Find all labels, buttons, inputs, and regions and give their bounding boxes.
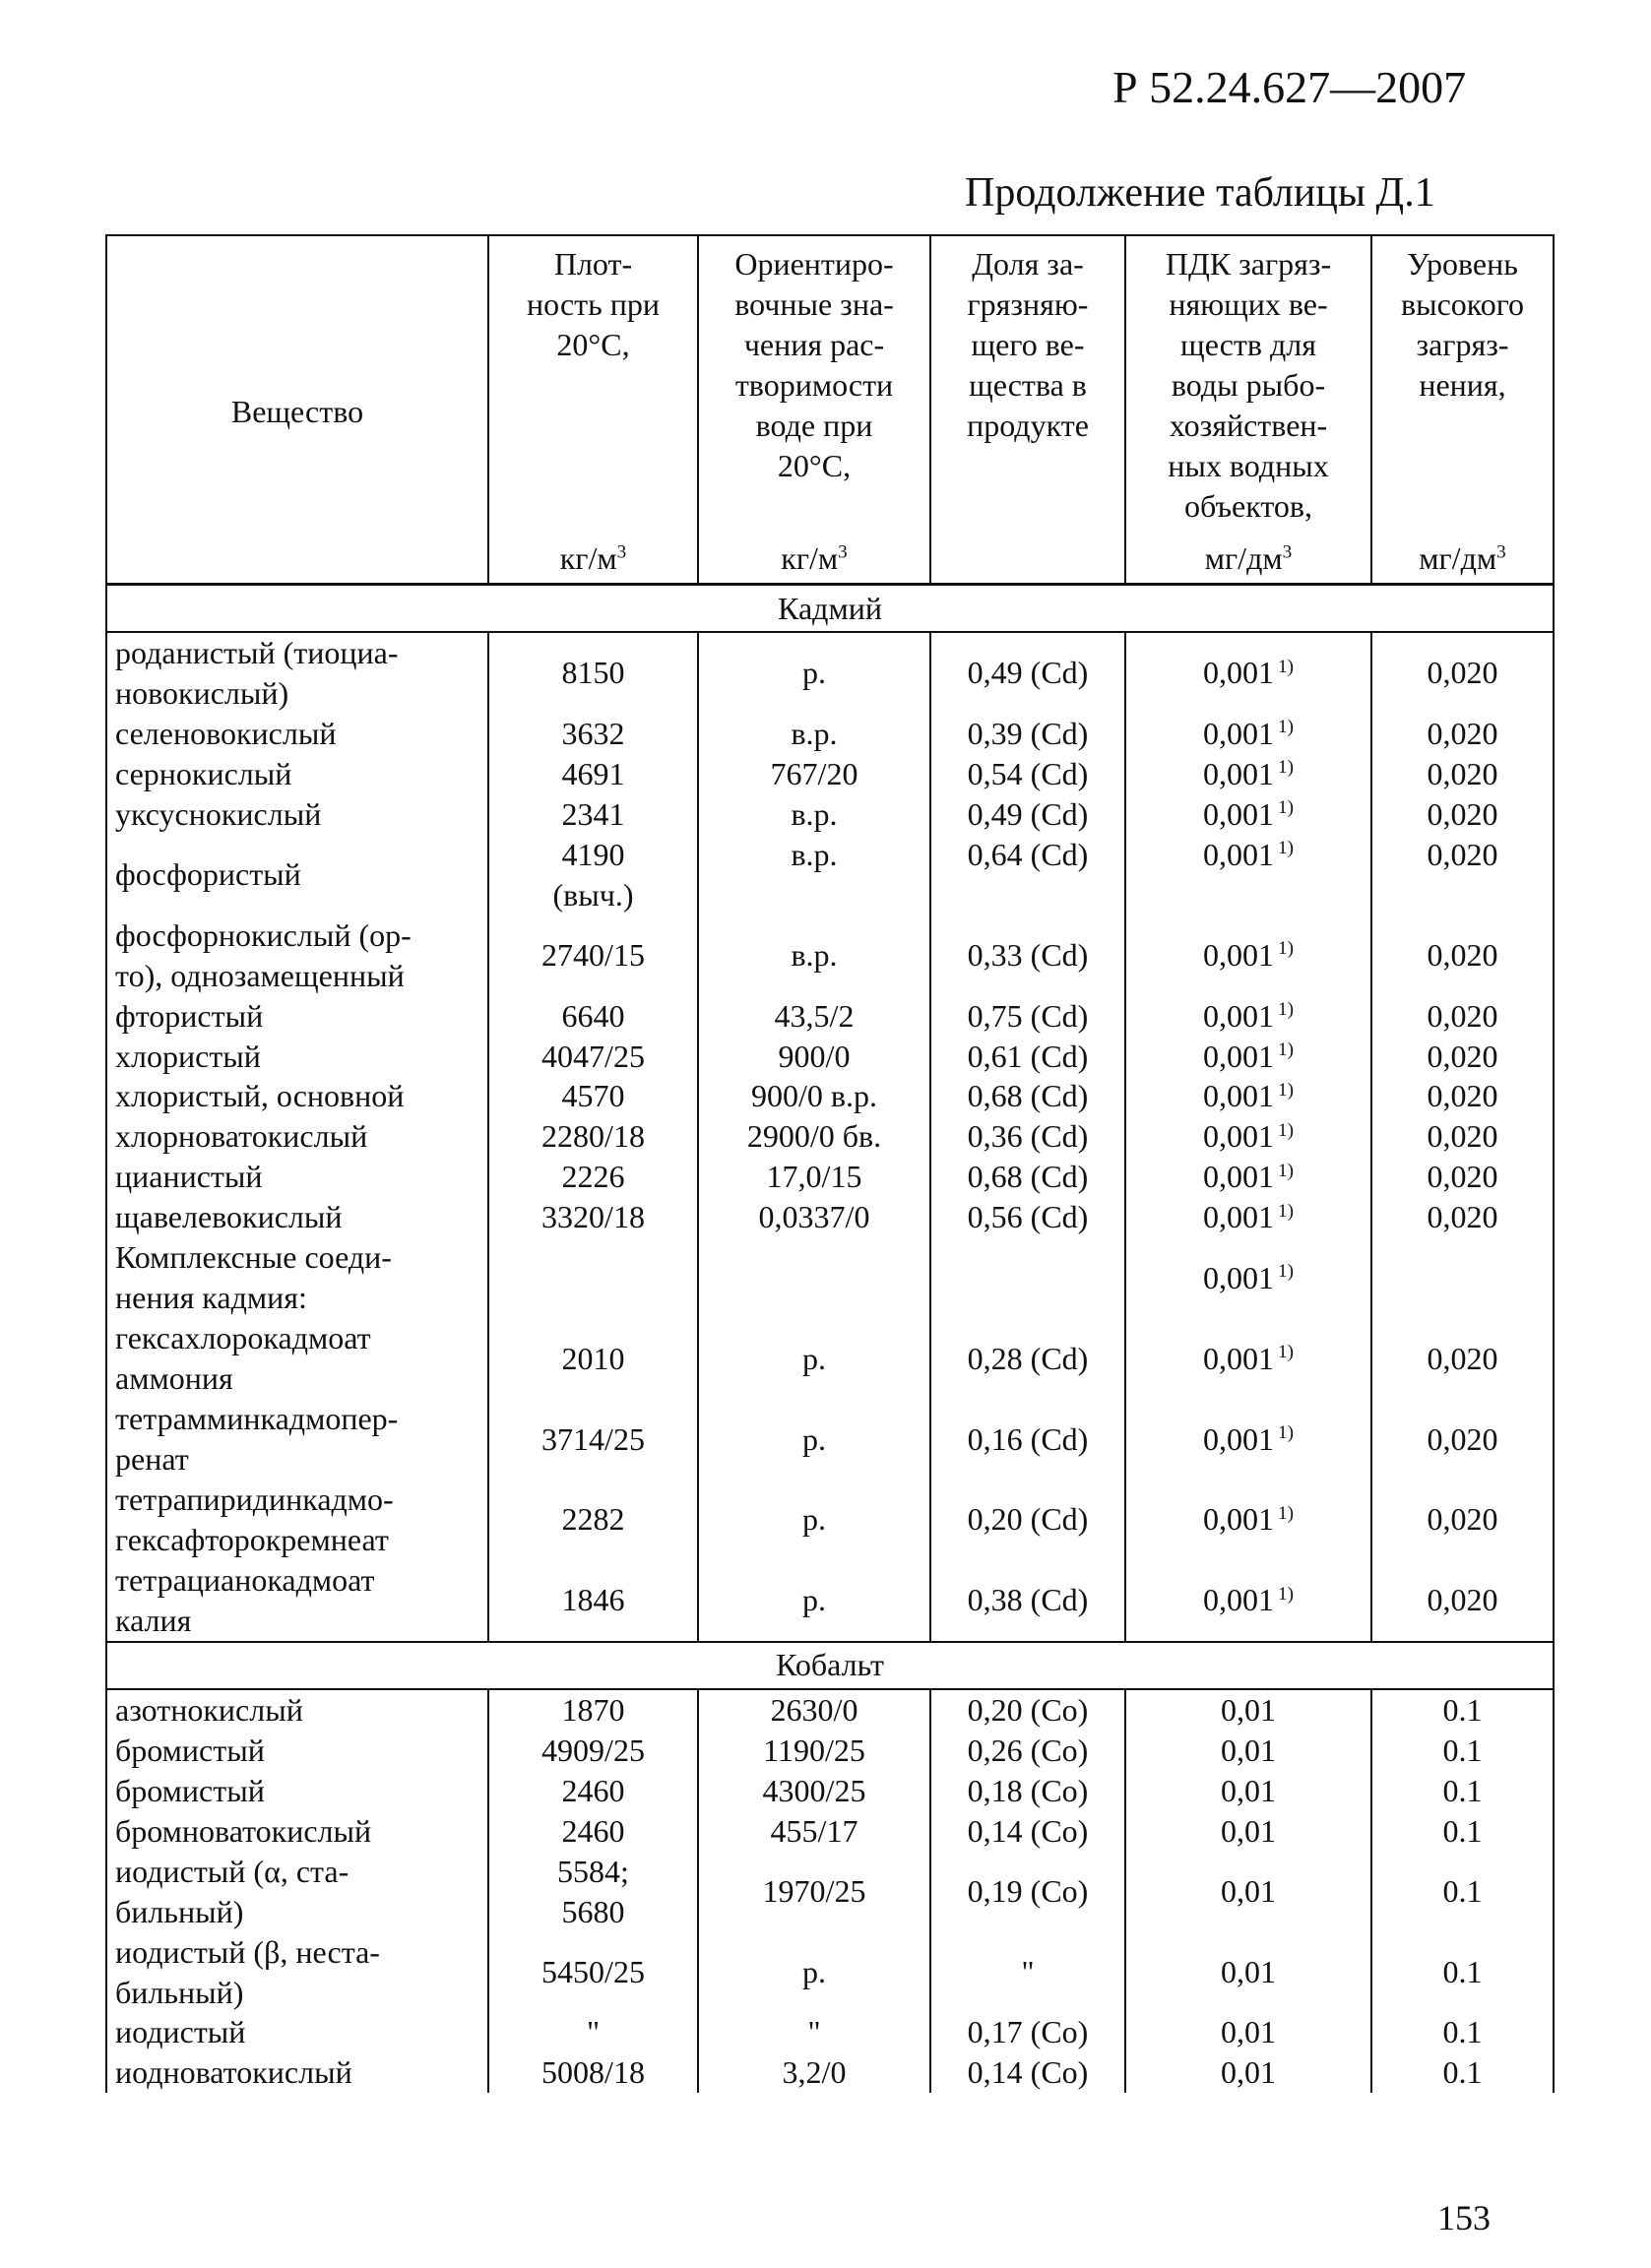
pdk-value — [1125, 1689, 1371, 1731]
density-value: " — [488, 2012, 698, 2052]
density-value: 1870 — [488, 1689, 698, 1731]
share-value: 0,64 (Cd) — [930, 835, 1125, 915]
pdk-number: 0,01 — [1221, 1954, 1276, 1990]
solubility-value: 1970/25 — [698, 1852, 930, 1932]
group-header-row — [106, 585, 1554, 633]
pollution-level-value: 0,020 — [1371, 835, 1554, 915]
pdk-number: 0,001 — [1203, 1199, 1274, 1235]
solubility-value — [698, 1237, 930, 1318]
table-row — [106, 1318, 1554, 1399]
solubility-value: 1190/25 — [698, 1731, 930, 1771]
page-number: 153 — [1437, 2198, 1491, 2237]
header-row — [106, 235, 1554, 585]
column-header — [698, 235, 930, 585]
solubility-value: 4300/25 — [698, 1771, 930, 1811]
share-value: 0,54 (Cd) — [930, 754, 1125, 794]
pdk-value — [1125, 835, 1371, 915]
pollution-level-value: 0.1 — [1371, 1731, 1554, 1771]
solubility-value: 767/20 — [698, 754, 930, 794]
pollution-level-value: 0,020 — [1371, 1116, 1554, 1157]
footnote-mark: 1) — [1278, 938, 1294, 960]
share-value: 0,36 (Cd) — [930, 1116, 1125, 1157]
pdk-value — [1125, 1318, 1371, 1399]
column-header-label: Ориентиро- вочные зна- чения рас- творимости воде при 20°С, — [734, 246, 894, 483]
table-row — [106, 1076, 1554, 1116]
density-value — [488, 1237, 698, 1318]
pdk-value — [1125, 1116, 1371, 1157]
pollution-level-value: 0.1 — [1371, 2012, 1554, 2052]
density-value: 3632 — [488, 714, 698, 754]
substance-name: азотнокислый — [106, 1689, 488, 1731]
pdk-number: 0,001 — [1203, 1340, 1274, 1376]
column-header — [1371, 235, 1554, 585]
table-row — [106, 2012, 1554, 2052]
substance-name: сернокислый — [106, 754, 488, 794]
pdk-value — [1125, 1076, 1371, 1116]
table-row — [106, 754, 1554, 794]
pdk-number: 0,001 — [1203, 1420, 1274, 1457]
solubility-value: р. — [698, 1318, 930, 1399]
pollution-level-value: 0,020 — [1371, 794, 1554, 835]
column-header-label: Плот- ность при 20°С, — [527, 246, 660, 362]
solubility-value: " — [698, 2012, 930, 2052]
solubility-value: р. — [698, 632, 930, 714]
density-value: 3320/18 — [488, 1197, 698, 1237]
pdk-number: 0,001 — [1203, 715, 1274, 751]
pdk-value — [1125, 794, 1371, 835]
solubility-value: 2630/0 — [698, 1689, 930, 1731]
table-row — [106, 1811, 1554, 1852]
share-value — [930, 1237, 1125, 1318]
table-row — [106, 1157, 1554, 1197]
substance-name: щавелевокислый — [106, 1197, 488, 1237]
substance-name: гексахлорокадмоат аммония — [106, 1318, 488, 1399]
column-header-unit: $кг/м^3$ — [781, 540, 848, 577]
density-value: 2460 — [488, 1811, 698, 1852]
table-row — [106, 714, 1554, 754]
solubility-value: р. — [698, 1932, 930, 2013]
pdk-number: 0,001 — [1203, 1259, 1274, 1295]
group-title: Кобальт — [106, 1642, 1554, 1689]
density-value: 4570 — [488, 1076, 698, 1116]
table-body — [106, 585, 1554, 2094]
share-value: 0,26 (Co) — [930, 1731, 1125, 1771]
pdk-number: 0,001 — [1203, 1582, 1274, 1618]
pdk-number: 0,001 — [1203, 1118, 1274, 1155]
footnote-mark: 1) — [1278, 1583, 1294, 1605]
footnote-mark: 1) — [1278, 1342, 1294, 1363]
pollution-level-value: 0,020 — [1371, 1076, 1554, 1116]
density-value: 4691 — [488, 754, 698, 794]
density-value: 6640 — [488, 996, 698, 1037]
pollution-level-value: 0,020 — [1371, 1318, 1554, 1399]
footnote-mark: 1) — [1278, 1261, 1294, 1283]
share-value: 0,49 (Cd) — [930, 632, 1125, 714]
share-value: 0,19 (Co) — [930, 1852, 1125, 1932]
column-header — [1125, 235, 1371, 585]
pdk-number: 0,01 — [1221, 2054, 1276, 2091]
column-header — [106, 235, 488, 585]
substance-name: тетрапиридинкадмо- гексафторокремнеат — [106, 1480, 488, 1560]
substance-name: фтористый — [106, 996, 488, 1037]
pollution-level-value: 0,020 — [1371, 1037, 1554, 1077]
pollution-level-value: 0,020 — [1371, 1560, 1554, 1642]
density-value: 8150 — [488, 632, 698, 714]
solubility-value: р. — [698, 1560, 930, 1642]
density-value: 5584; 5680 — [488, 1852, 698, 1932]
solubility-value: р. — [698, 1480, 930, 1560]
solubility-value: 900/0 — [698, 1037, 930, 1077]
substance-name: хлористый, основной — [106, 1076, 488, 1116]
pdk-value — [1125, 2052, 1371, 2093]
pdk-number: 0,01 — [1221, 2014, 1276, 2050]
footnote-mark: 1) — [1278, 1079, 1294, 1101]
density-value: 2282 — [488, 1480, 698, 1560]
pollution-level-value: 0.1 — [1371, 1771, 1554, 1811]
table-row — [106, 1689, 1554, 1731]
density-value: 3714/25 — [488, 1399, 698, 1480]
solubility-value: 17,0/15 — [698, 1157, 930, 1197]
unit-exponent: 3 — [1282, 541, 1293, 563]
pdk-value — [1125, 1157, 1371, 1197]
table-row — [106, 1560, 1554, 1642]
pollution-level-value: 0,020 — [1371, 996, 1554, 1037]
footnote-mark: 1) — [1278, 1119, 1294, 1141]
share-value: 0,75 (Cd) — [930, 996, 1125, 1037]
table-row — [106, 632, 1554, 714]
unit-exponent: 3 — [1496, 541, 1506, 563]
footnote-mark: 1) — [1278, 1200, 1294, 1222]
substance-name: бромистый — [106, 1731, 488, 1771]
share-value: 0,61 (Cd) — [930, 1037, 1125, 1077]
solubility-value: в.р. — [698, 794, 930, 835]
footnote-mark: 1) — [1278, 1502, 1294, 1524]
pdk-value — [1125, 1037, 1371, 1077]
substance-name: бромистый — [106, 1771, 488, 1811]
substance-name: цианистый — [106, 1157, 488, 1197]
pdk-value — [1125, 1811, 1371, 1852]
density-value: 4190 (выч.) — [488, 835, 698, 915]
density-value: 4909/25 — [488, 1731, 698, 1771]
substance-table — [105, 234, 1555, 2093]
pdk-value — [1125, 1480, 1371, 1560]
solubility-value: в.р. — [698, 915, 930, 996]
table-row — [106, 1399, 1554, 1480]
footnote-mark: 1) — [1278, 717, 1294, 738]
footnote-mark: 1) — [1278, 757, 1294, 779]
pdk-number: 0,01 — [1221, 1873, 1276, 1910]
unit-exponent: 3 — [616, 541, 627, 563]
table-row — [106, 1116, 1554, 1157]
density-value: 5450/25 — [488, 1932, 698, 2013]
group-header-row — [106, 1642, 1554, 1689]
substance-name: иодистый — [106, 2012, 488, 2052]
table-row — [106, 1731, 1554, 1771]
table-row — [106, 1480, 1554, 1560]
substance-name: иодистый (α, ста- бильный) — [106, 1852, 488, 1932]
pollution-level-value: 0.1 — [1371, 1689, 1554, 1731]
pdk-number: 0,01 — [1221, 1812, 1276, 1849]
substance-name: Комплексные соеди- нения кадмия: — [106, 1237, 488, 1318]
pdk-number: 0,001 — [1203, 795, 1274, 832]
table-row — [106, 1237, 1554, 1318]
share-value: 0,28 (Cd) — [930, 1318, 1125, 1399]
pdk-number: 0,01 — [1221, 1691, 1276, 1728]
solubility-value: 455/17 — [698, 1811, 930, 1852]
density-value: 2280/18 — [488, 1116, 698, 1157]
document-code: Р 52.24.627—2007 — [1112, 62, 1467, 112]
table-row — [106, 915, 1554, 996]
footnote-mark: 1) — [1278, 998, 1294, 1020]
pdk-value — [1125, 714, 1371, 754]
substance-name: бромноватокислый — [106, 1811, 488, 1852]
pdk-value — [1125, 915, 1371, 996]
column-header-label: Уровень высокого загряз- нения, — [1400, 246, 1525, 403]
share-value: 0,14 (Co) — [930, 1811, 1125, 1852]
pdk-number: 0,001 — [1203, 655, 1274, 691]
density-value: 2740/15 — [488, 915, 698, 996]
substance-name: тетрацианокадмоат калия — [106, 1560, 488, 1642]
table-row — [106, 1197, 1554, 1237]
solubility-value: 0,0337/0 — [698, 1197, 930, 1237]
substance-name: роданистый (тиоциа- новокислый) — [106, 632, 488, 714]
solubility-value: в.р. — [698, 835, 930, 915]
pollution-level-value: 0,020 — [1371, 714, 1554, 754]
column-header-unit: $кг/м^3$ — [559, 540, 627, 577]
pdk-value — [1125, 632, 1371, 714]
pdk-value — [1125, 1560, 1371, 1642]
substance-name: селеновокислый — [106, 714, 488, 754]
footnote-mark: 1) — [1278, 797, 1294, 819]
solubility-value: 900/0 в.р. — [698, 1076, 930, 1116]
substance-name: хлористый — [106, 1037, 488, 1077]
share-value: 0,17 (Co) — [930, 2012, 1125, 2052]
share-value: 0,38 (Cd) — [930, 1560, 1125, 1642]
share-value: 0,18 (Co) — [930, 1771, 1125, 1811]
column-header-label: ПДК загряз- няющих ве- ществ для воды рыбо- хозяйствен- ных водных объектов, — [1165, 246, 1332, 524]
pdk-number: 0,001 — [1203, 755, 1274, 791]
column-header — [488, 235, 698, 585]
table-continuation-title: Продолжение таблицы Д.1 — [965, 170, 1435, 216]
table-row — [106, 1932, 1554, 2013]
substance-name: хлорноватокислый — [106, 1116, 488, 1157]
pdk-number: 0,001 — [1203, 836, 1274, 872]
density-value: 5008/18 — [488, 2052, 698, 2093]
table-row — [106, 2052, 1554, 2093]
pollution-level-value — [1371, 1237, 1554, 1318]
pdk-value — [1125, 1237, 1371, 1318]
pollution-level-value: 0,020 — [1371, 1480, 1554, 1560]
pdk-number: 0,001 — [1203, 1159, 1274, 1195]
share-value: 0,39 (Cd) — [930, 714, 1125, 754]
column-header-unit: $мг/дм^3$ — [1204, 540, 1293, 577]
solubility-value: р. — [698, 1399, 930, 1480]
column-header-label: Доля за- грязняю- щего ве- щества в продукте — [967, 246, 1089, 443]
substance-name: уксуснокислый — [106, 794, 488, 835]
table-row — [106, 794, 1554, 835]
pdk-number: 0,001 — [1203, 1038, 1274, 1074]
pdk-value — [1125, 1197, 1371, 1237]
substance-name: тетрамминкадмопер- ренат — [106, 1399, 488, 1480]
table-row — [106, 835, 1554, 915]
substance-name: иодноватокислый — [106, 2052, 488, 2093]
footnote-mark: 1) — [1278, 1039, 1294, 1060]
density-value: 2341 — [488, 794, 698, 835]
footnote-mark: 1) — [1278, 656, 1294, 677]
table-row — [106, 1852, 1554, 1932]
density-value: 2226 — [488, 1157, 698, 1197]
density-value: 2460 — [488, 1771, 698, 1811]
pollution-level-value: 0.1 — [1371, 1932, 1554, 2013]
pollution-level-value: 0.1 — [1371, 1811, 1554, 1852]
table-row — [106, 1037, 1554, 1077]
share-value: 0,14 (Co) — [930, 2052, 1125, 2093]
pdk-value — [1125, 1852, 1371, 1932]
table-row — [106, 996, 1554, 1037]
pdk-value — [1125, 1771, 1371, 1811]
pollution-level-value: 0,020 — [1371, 1399, 1554, 1480]
table-row — [106, 1771, 1554, 1811]
solubility-value: 2900/0 бв. — [698, 1116, 930, 1157]
pollution-level-value: 0.1 — [1371, 2052, 1554, 2093]
solubility-value: в.р. — [698, 714, 930, 754]
footnote-mark: 1) — [1278, 1160, 1294, 1181]
column-header-unit: $мг/дм^3$ — [1419, 540, 1506, 577]
substance-name: фосфористый — [106, 835, 488, 915]
pdk-number: 0,01 — [1221, 1772, 1276, 1808]
share-value: 0,20 (Co) — [930, 1689, 1125, 1731]
pdk-value — [1125, 996, 1371, 1037]
share-value: 0,49 (Cd) — [930, 794, 1125, 835]
unit-exponent: 3 — [838, 541, 848, 563]
footnote-mark: 1) — [1278, 838, 1294, 859]
substance-name: иодистый (β, неста- бильный) — [106, 1932, 488, 2013]
pollution-level-value: 0,020 — [1371, 754, 1554, 794]
share-value: 0,56 (Cd) — [930, 1197, 1125, 1237]
pdk-value — [1125, 1932, 1371, 2013]
group-title: Кадмий — [106, 585, 1554, 633]
pdk-number: 0,01 — [1221, 1732, 1276, 1768]
density-value: 2010 — [488, 1318, 698, 1399]
pollution-level-value: 0,020 — [1371, 915, 1554, 996]
share-value: 0,16 (Cd) — [930, 1399, 1125, 1480]
pdk-number: 0,001 — [1203, 1078, 1274, 1114]
density-value: 1846 — [488, 1560, 698, 1642]
pdk-number: 0,001 — [1203, 937, 1274, 974]
share-value: 0,33 (Cd) — [930, 915, 1125, 996]
solubility-value: 43,5/2 — [698, 996, 930, 1037]
share-value: " — [930, 1932, 1125, 2013]
pdk-number: 0,001 — [1203, 1501, 1274, 1538]
share-value: 0,68 (Cd) — [930, 1076, 1125, 1116]
share-value: 0,20 (Cd) — [930, 1480, 1125, 1560]
pollution-level-value: 0,020 — [1371, 1157, 1554, 1197]
solubility-value: 3,2/0 — [698, 2052, 930, 2093]
pollution-level-value: 0,020 — [1371, 632, 1554, 714]
footnote-mark: 1) — [1278, 1421, 1294, 1443]
share-value: 0,68 (Cd) — [930, 1157, 1125, 1197]
pollution-level-value: 0.1 — [1371, 1852, 1554, 1932]
column-header-label: Вещество — [230, 393, 364, 429]
pollution-level-value: 0,020 — [1371, 1197, 1554, 1237]
pdk-value — [1125, 1731, 1371, 1771]
pdk-value — [1125, 754, 1371, 794]
pdk-value — [1125, 2012, 1371, 2052]
column-header — [930, 235, 1125, 585]
pdk-number: 0,001 — [1203, 997, 1274, 1034]
substance-name: фосфорнокислый (ор- то), однозамещенный — [106, 915, 488, 996]
pdk-value — [1125, 1399, 1371, 1480]
density-value: 4047/25 — [488, 1037, 698, 1077]
